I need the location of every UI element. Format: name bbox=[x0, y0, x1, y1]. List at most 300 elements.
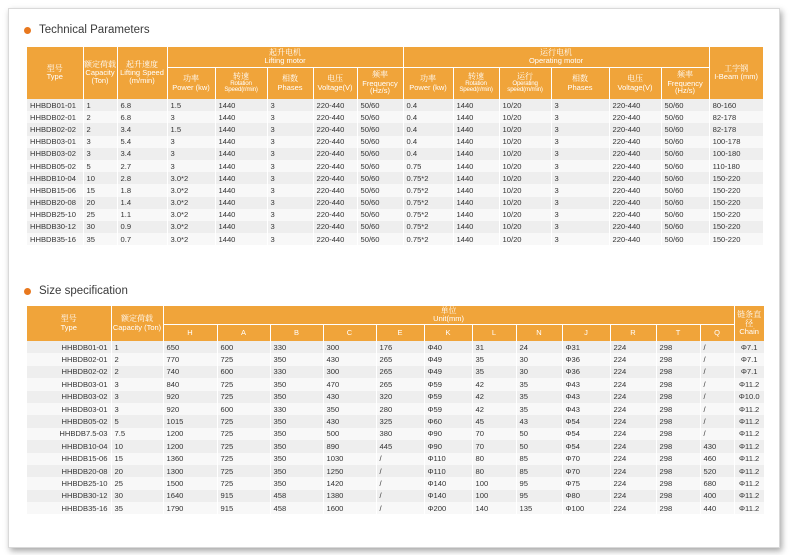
table-cell: / bbox=[700, 391, 734, 403]
table-cell: 10/20 bbox=[499, 123, 551, 135]
bullet-dot-icon bbox=[24, 288, 31, 295]
table-cell: 5.4 bbox=[117, 136, 167, 148]
table-cell: 10/20 bbox=[499, 197, 551, 209]
table-cell: 10/20 bbox=[499, 233, 551, 245]
table-cell: 220-440 bbox=[609, 197, 661, 209]
table-cell: Φ7.1 bbox=[734, 366, 764, 378]
col-lm-speed: 转速 Rotation Speed(r/min) bbox=[215, 67, 267, 99]
table-cell: 30 bbox=[516, 366, 562, 378]
table-cell: 440 bbox=[700, 502, 734, 514]
table-cell: 10/20 bbox=[499, 148, 551, 160]
table-cell: 600 bbox=[217, 403, 270, 415]
table-cell: 1.1 bbox=[117, 209, 167, 221]
table-cell: 1790 bbox=[163, 502, 217, 514]
table-cell: 298 bbox=[656, 366, 700, 378]
col-dim-k: K bbox=[424, 324, 472, 341]
table-cell: 50/60 bbox=[357, 221, 403, 233]
table-cell: 1640 bbox=[163, 490, 217, 502]
table-cell: 350 bbox=[270, 391, 323, 403]
table-cell: 82-178 bbox=[709, 123, 763, 135]
table-cell: HHBDB30-12 bbox=[27, 490, 111, 502]
table-cell: 20 bbox=[83, 197, 117, 209]
table-cell: 15 bbox=[83, 184, 117, 196]
table-cell: HHBDB25-10 bbox=[27, 209, 83, 221]
technical-parameters-table bbox=[27, 47, 764, 245]
table-cell: 0.75*2 bbox=[403, 172, 453, 184]
table-cell: 35 bbox=[472, 366, 516, 378]
table-cell: 298 bbox=[656, 453, 700, 465]
table-cell: 400 bbox=[700, 490, 734, 502]
col-om-power: 功率 Power (kw) bbox=[403, 67, 453, 99]
table-cell: Φ59 bbox=[424, 391, 472, 403]
table-cell: / bbox=[376, 490, 424, 502]
table-cell: 3 bbox=[267, 99, 313, 111]
table-cell: 42 bbox=[472, 391, 516, 403]
table-cell: Φ110 bbox=[424, 453, 472, 465]
table-cell: 770 bbox=[163, 353, 217, 365]
table-cell: Φ31 bbox=[562, 341, 610, 353]
table-cell: HHBDB20-08 bbox=[27, 465, 111, 477]
table-cell: HHBDB01-01 bbox=[27, 341, 111, 353]
table-cell: 224 bbox=[610, 366, 656, 378]
table-cell: 330 bbox=[270, 403, 323, 415]
technical-parameters-heading bbox=[24, 24, 150, 36]
table-cell: 298 bbox=[656, 403, 700, 415]
table-cell: 0.7 bbox=[117, 233, 167, 245]
table-cell: 3 bbox=[267, 209, 313, 221]
table-cell: 50/60 bbox=[357, 148, 403, 160]
table-cell: 10/20 bbox=[499, 209, 551, 221]
table-cell: 82-178 bbox=[709, 111, 763, 123]
table-cell: 224 bbox=[610, 378, 656, 390]
table-cell: 350 bbox=[270, 453, 323, 465]
table-row bbox=[27, 490, 764, 502]
table-cell: 3 bbox=[111, 378, 163, 390]
table-cell: Φ110 bbox=[424, 465, 472, 477]
table-cell: 20 bbox=[111, 465, 163, 477]
table-cell: Φ11.2 bbox=[734, 453, 764, 465]
table-cell: Φ11.2 bbox=[734, 428, 764, 440]
table-cell: 350 bbox=[270, 353, 323, 365]
table-cell: 3.0*2 bbox=[167, 184, 215, 196]
table-cell: 725 bbox=[217, 440, 270, 452]
table-cell: 95 bbox=[516, 490, 562, 502]
table-cell: 224 bbox=[610, 428, 656, 440]
table-row bbox=[27, 184, 763, 196]
table-cell: Φ59 bbox=[424, 378, 472, 390]
table-cell: 0.75*2 bbox=[403, 221, 453, 233]
table-cell: 600 bbox=[217, 341, 270, 353]
table-cell: 3.4 bbox=[117, 148, 167, 160]
table-cell: 31 bbox=[472, 341, 516, 353]
table-cell: 298 bbox=[656, 341, 700, 353]
table-cell: 350 bbox=[270, 415, 323, 427]
table-cell: 135 bbox=[516, 502, 562, 514]
table-cell: 140 bbox=[472, 502, 516, 514]
table-cell: HHBDB7.5-03 bbox=[27, 428, 111, 440]
table-cell: 50/60 bbox=[357, 99, 403, 111]
table-cell: 1440 bbox=[453, 123, 499, 135]
table-cell: 10/20 bbox=[499, 136, 551, 148]
table-cell: 725 bbox=[217, 415, 270, 427]
table-cell: 3 bbox=[167, 136, 215, 148]
table-cell: 1440 bbox=[453, 148, 499, 160]
table-cell: 220-440 bbox=[609, 221, 661, 233]
table-cell: / bbox=[700, 341, 734, 353]
table-cell: 920 bbox=[163, 403, 217, 415]
col-dim-h: H bbox=[163, 324, 217, 341]
table-cell: 1440 bbox=[215, 123, 267, 135]
table-cell: 3 bbox=[167, 111, 215, 123]
col-lm-phases: 相数 Phases bbox=[267, 67, 313, 99]
table-cell: 725 bbox=[217, 353, 270, 365]
table-cell: 320 bbox=[376, 391, 424, 403]
table-cell: 265 bbox=[376, 353, 424, 365]
table-cell: 50/60 bbox=[661, 221, 709, 233]
table-cell: 740 bbox=[163, 366, 217, 378]
table-cell: 300 bbox=[323, 341, 376, 353]
table-cell: 220-440 bbox=[313, 160, 357, 172]
table-cell: / bbox=[700, 403, 734, 415]
table-cell: 3 bbox=[551, 123, 609, 135]
table-cell: / bbox=[376, 502, 424, 514]
table-cell: 220-440 bbox=[313, 123, 357, 135]
table-cell: 470 bbox=[323, 378, 376, 390]
table-cell: Φ59 bbox=[424, 403, 472, 415]
table-row bbox=[27, 453, 764, 465]
table-cell: 458 bbox=[270, 490, 323, 502]
table-cell: 220-440 bbox=[313, 209, 357, 221]
table-cell: 50/60 bbox=[357, 184, 403, 196]
col-dim-n: N bbox=[516, 324, 562, 341]
table-cell: 80-160 bbox=[709, 99, 763, 111]
table-row bbox=[27, 99, 763, 111]
table-row bbox=[27, 391, 764, 403]
table-cell: 24 bbox=[516, 341, 562, 353]
table-cell: 10/20 bbox=[499, 221, 551, 233]
table-cell: 50/60 bbox=[661, 160, 709, 172]
table-cell: 220-440 bbox=[313, 99, 357, 111]
table-cell: 3 bbox=[551, 184, 609, 196]
table-cell: 330 bbox=[270, 341, 323, 353]
table-cell: Φ40 bbox=[424, 341, 472, 353]
table-cell: 458 bbox=[270, 502, 323, 514]
table-cell: Φ10.0 bbox=[734, 391, 764, 403]
table-cell: 50/60 bbox=[661, 184, 709, 196]
table-row bbox=[27, 209, 763, 221]
table-cell: 460 bbox=[700, 453, 734, 465]
table-cell: 915 bbox=[217, 490, 270, 502]
table-cell: 298 bbox=[656, 477, 700, 489]
table-cell: 50/60 bbox=[357, 209, 403, 221]
table-cell: 650 bbox=[163, 341, 217, 353]
table-cell: 2 bbox=[111, 353, 163, 365]
table-row bbox=[27, 415, 764, 427]
table-cell: 500 bbox=[323, 428, 376, 440]
col-dim-r: R bbox=[610, 324, 656, 341]
table-cell: 2 bbox=[83, 111, 117, 123]
table-cell: 298 bbox=[656, 391, 700, 403]
table-cell: 5 bbox=[111, 415, 163, 427]
col-om-frequency: 频率 Frequency (Hz/s) bbox=[661, 67, 709, 99]
table-cell: 3 bbox=[83, 136, 117, 148]
table-cell: 35 bbox=[472, 353, 516, 365]
table-cell: 1440 bbox=[453, 233, 499, 245]
table-cell: 224 bbox=[610, 490, 656, 502]
table-cell: / bbox=[376, 453, 424, 465]
col-dim-j: J bbox=[562, 324, 610, 341]
table-cell: 6.8 bbox=[117, 99, 167, 111]
table-cell: 430 bbox=[323, 415, 376, 427]
table-cell: 100-180 bbox=[709, 148, 763, 160]
bullet-dot-icon bbox=[24, 27, 31, 34]
table-cell: 150-220 bbox=[709, 233, 763, 245]
table-cell: 10 bbox=[83, 172, 117, 184]
table-cell: 150-220 bbox=[709, 172, 763, 184]
table-cell: 725 bbox=[217, 391, 270, 403]
table-cell: 430 bbox=[700, 440, 734, 452]
col-dim-b: B bbox=[270, 324, 323, 341]
table-row bbox=[27, 477, 764, 489]
table-cell: 1440 bbox=[215, 148, 267, 160]
table-cell: 3.0*2 bbox=[167, 172, 215, 184]
table-cell: 3 bbox=[551, 136, 609, 148]
table-cell: 150-220 bbox=[709, 184, 763, 196]
table-cell: 1.4 bbox=[117, 197, 167, 209]
group-unit: 单位 Unit(mm) bbox=[163, 306, 734, 324]
table-cell: 1200 bbox=[163, 428, 217, 440]
table-cell: Φ54 bbox=[562, 440, 610, 452]
table-cell: 1440 bbox=[453, 221, 499, 233]
table-cell: 3 bbox=[83, 148, 117, 160]
table-cell: 3.0*2 bbox=[167, 209, 215, 221]
table-cell: HHBDB03-01 bbox=[27, 136, 83, 148]
table-row bbox=[27, 111, 763, 123]
table-cell: Φ43 bbox=[562, 391, 610, 403]
table-cell: 220-440 bbox=[313, 148, 357, 160]
table-cell: 1440 bbox=[453, 136, 499, 148]
table-cell: 50/60 bbox=[357, 197, 403, 209]
table-cell: 350 bbox=[270, 465, 323, 477]
table-cell: 50/60 bbox=[661, 99, 709, 111]
table-cell: 350 bbox=[270, 428, 323, 440]
table-cell: 350 bbox=[270, 378, 323, 390]
table-cell: / bbox=[700, 366, 734, 378]
table-cell: 5 bbox=[83, 160, 117, 172]
table-cell: 35 bbox=[516, 403, 562, 415]
table-row bbox=[27, 197, 763, 209]
col-lifting-speed: 起升速度 Lifting Speed (m/min) bbox=[117, 47, 167, 99]
table-cell: 1.5 bbox=[167, 123, 215, 135]
table-cell: 680 bbox=[700, 477, 734, 489]
table-cell: Φ11.2 bbox=[734, 477, 764, 489]
table-cell: 3 bbox=[167, 148, 215, 160]
table-row bbox=[27, 378, 764, 390]
table-cell: 3 bbox=[267, 136, 313, 148]
table-cell: Φ11.2 bbox=[734, 465, 764, 477]
table-cell: Φ11.2 bbox=[734, 490, 764, 502]
table-cell: 50/60 bbox=[357, 233, 403, 245]
table-cell: 1440 bbox=[453, 172, 499, 184]
table-cell: 30 bbox=[83, 221, 117, 233]
table-cell: 0.75*2 bbox=[403, 233, 453, 245]
table-cell: 150-220 bbox=[709, 197, 763, 209]
table-cell: 1360 bbox=[163, 453, 217, 465]
col-capacity: 额定荷载 Capacity (Ton) bbox=[83, 47, 117, 99]
table-cell: 70 bbox=[472, 440, 516, 452]
table-cell: Φ140 bbox=[424, 477, 472, 489]
table-cell: 1440 bbox=[453, 111, 499, 123]
table-cell: 80 bbox=[472, 453, 516, 465]
table-cell: 30 bbox=[516, 353, 562, 365]
table-cell: 25 bbox=[83, 209, 117, 221]
table-cell: 0.75*2 bbox=[403, 197, 453, 209]
table-cell: 2 bbox=[83, 123, 117, 135]
table-cell: 1440 bbox=[215, 111, 267, 123]
table-cell: Φ11.2 bbox=[734, 440, 764, 452]
table-cell: / bbox=[700, 353, 734, 365]
table-cell: HHBDB02-02 bbox=[27, 123, 83, 135]
table-cell: 42 bbox=[472, 403, 516, 415]
table-cell: 220-440 bbox=[313, 221, 357, 233]
table-cell: 1440 bbox=[215, 172, 267, 184]
table-cell: Φ54 bbox=[562, 428, 610, 440]
section-title: Technical Parameters bbox=[39, 24, 150, 36]
table-cell: 298 bbox=[656, 353, 700, 365]
table-cell: HHBDB03-01 bbox=[27, 378, 111, 390]
table-cell: 0.75*2 bbox=[403, 209, 453, 221]
table-cell: 220-440 bbox=[313, 172, 357, 184]
table-cell: 3 bbox=[267, 111, 313, 123]
table-cell: 265 bbox=[376, 378, 424, 390]
table-cell: Φ49 bbox=[424, 353, 472, 365]
table-cell: Φ11.2 bbox=[734, 378, 764, 390]
table-cell: HHBDB10-04 bbox=[27, 172, 83, 184]
table-cell: 3 bbox=[551, 160, 609, 172]
table-cell: 85 bbox=[516, 453, 562, 465]
table-cell: 350 bbox=[270, 440, 323, 452]
table-cell: Φ90 bbox=[424, 440, 472, 452]
table-row bbox=[27, 160, 763, 172]
table-cell: 298 bbox=[656, 428, 700, 440]
table-cell: Φ80 bbox=[562, 490, 610, 502]
table-cell: 50/60 bbox=[661, 209, 709, 221]
table-cell: 15 bbox=[111, 453, 163, 465]
table-cell: 50/60 bbox=[661, 136, 709, 148]
table-row bbox=[27, 465, 764, 477]
table-cell: Φ43 bbox=[562, 403, 610, 415]
col-dim-q: Q bbox=[700, 324, 734, 341]
table-cell: 1.8 bbox=[117, 184, 167, 196]
table-row bbox=[27, 440, 764, 452]
table-cell: 3 bbox=[551, 221, 609, 233]
table-cell: 3 bbox=[267, 197, 313, 209]
table-cell: 10/20 bbox=[499, 184, 551, 196]
table-cell: 42 bbox=[472, 378, 516, 390]
table-cell: 220-440 bbox=[609, 209, 661, 221]
table-cell: HHBDB03-01 bbox=[27, 403, 111, 415]
table-row bbox=[27, 233, 763, 245]
table-cell: 890 bbox=[323, 440, 376, 452]
table-cell: 100-178 bbox=[709, 136, 763, 148]
table-row bbox=[27, 366, 764, 378]
table-cell: 1440 bbox=[215, 197, 267, 209]
table-cell: 70 bbox=[472, 428, 516, 440]
table-cell: 224 bbox=[610, 403, 656, 415]
table-cell: HHBDB01-01 bbox=[27, 99, 83, 111]
table-cell: 3 bbox=[551, 233, 609, 245]
col-dim-a: A bbox=[217, 324, 270, 341]
group-operating-motor: 运行电机 Operating motor bbox=[403, 47, 709, 67]
table-cell: 1030 bbox=[323, 453, 376, 465]
table-cell: 3 bbox=[551, 99, 609, 111]
table-cell: 298 bbox=[656, 465, 700, 477]
table-cell: 298 bbox=[656, 490, 700, 502]
table-cell: 150-220 bbox=[709, 209, 763, 221]
table-cell: 520 bbox=[700, 465, 734, 477]
table-row bbox=[27, 136, 763, 148]
table-cell: 95 bbox=[516, 477, 562, 489]
table-cell: 3 bbox=[111, 403, 163, 415]
table-cell: HHBDB02-01 bbox=[27, 111, 83, 123]
table-cell: 1 bbox=[111, 341, 163, 353]
table-cell: 50/60 bbox=[357, 111, 403, 123]
table-cell: 0.75*2 bbox=[403, 184, 453, 196]
table-cell: 3.0*2 bbox=[167, 221, 215, 233]
table-cell: 50/60 bbox=[357, 172, 403, 184]
col-type: 型号 Type bbox=[27, 306, 111, 341]
table-row bbox=[27, 502, 764, 514]
table-cell: 25 bbox=[111, 477, 163, 489]
table-row bbox=[27, 403, 764, 415]
col-lm-frequency: 频率 Frequency (Hz/s) bbox=[357, 67, 403, 99]
table-cell: 1200 bbox=[163, 440, 217, 452]
col-lm-power: 功率 Power (kw) bbox=[167, 67, 215, 99]
table-cell: 915 bbox=[217, 502, 270, 514]
table-row bbox=[27, 341, 764, 353]
table-cell: Φ54 bbox=[562, 415, 610, 427]
table-row bbox=[27, 148, 763, 160]
table-cell: 220-440 bbox=[313, 184, 357, 196]
table-cell: Φ70 bbox=[562, 453, 610, 465]
table-cell: 220-440 bbox=[609, 172, 661, 184]
table-cell: Φ7.1 bbox=[734, 341, 764, 353]
table-cell: 3.4 bbox=[117, 123, 167, 135]
table-cell: 3 bbox=[267, 233, 313, 245]
table-cell: 265 bbox=[376, 366, 424, 378]
table-cell: 298 bbox=[656, 415, 700, 427]
table-cell: Φ90 bbox=[424, 428, 472, 440]
table-cell: HHBDB02-01 bbox=[27, 353, 111, 365]
col-om-voltage: 电压 Voltage(V) bbox=[609, 67, 661, 99]
col-type: 型号 Type bbox=[27, 47, 83, 99]
table-cell: 1440 bbox=[215, 136, 267, 148]
table-cell: 10/20 bbox=[499, 172, 551, 184]
table-cell: 725 bbox=[217, 465, 270, 477]
table-cell: 220-440 bbox=[313, 136, 357, 148]
table-cell: 445 bbox=[376, 440, 424, 452]
table-cell: 224 bbox=[610, 440, 656, 452]
table-cell: 2.8 bbox=[117, 172, 167, 184]
col-lm-voltage: 电压 Voltage(V) bbox=[313, 67, 357, 99]
table-cell: 298 bbox=[656, 440, 700, 452]
size-specification-heading bbox=[24, 285, 128, 297]
table-row bbox=[27, 221, 763, 233]
table-cell: 1.5 bbox=[167, 99, 215, 111]
table-cell: / bbox=[700, 378, 734, 390]
table-cell: 10/20 bbox=[499, 160, 551, 172]
col-ibeam: 工字钢 I-Beam (mm) bbox=[709, 47, 763, 99]
